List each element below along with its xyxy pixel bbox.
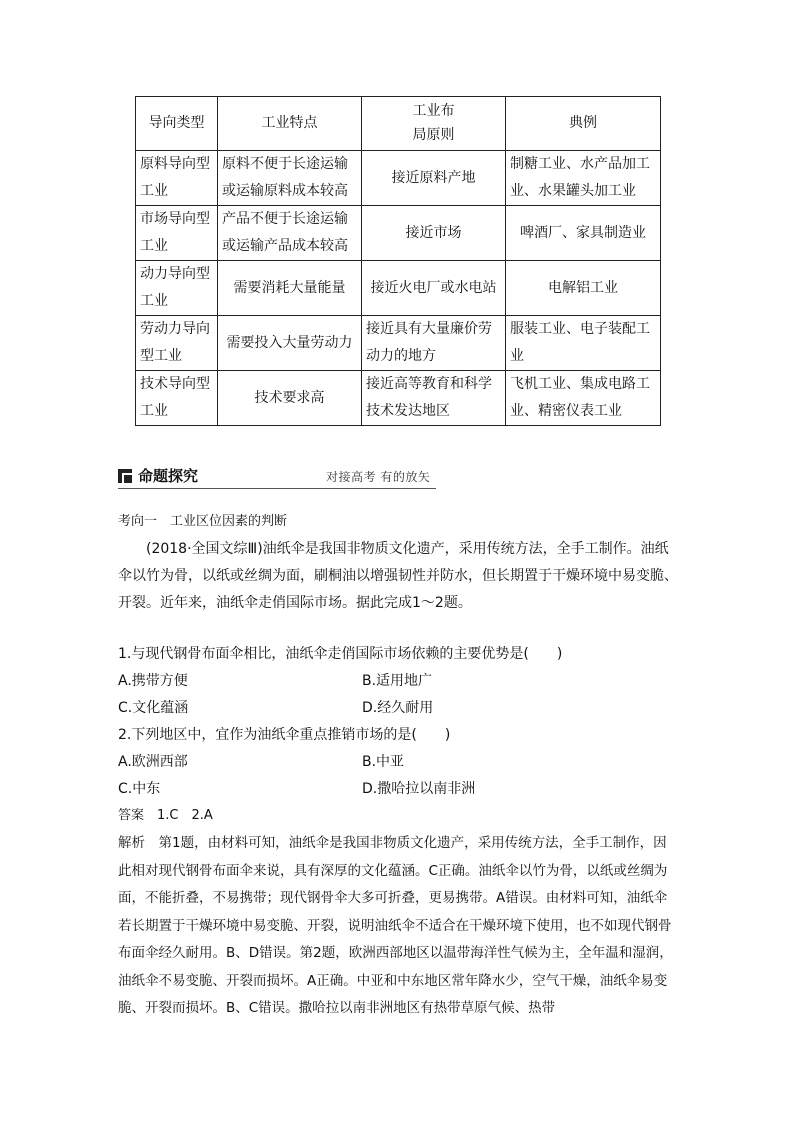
cell-feature: 需要消耗大量能量: [218, 261, 362, 316]
table-row: [136, 151, 661, 206]
header-type: 导向类型: [136, 97, 218, 151]
cell-feature: 原料不便于长途运输或运输原料成本较高: [218, 151, 362, 206]
cell-principle: 接近具有大量廉价劳动力的地方: [362, 316, 506, 371]
section-marker-icon: [118, 469, 132, 483]
cell-principle: 接近市场: [362, 206, 506, 261]
cell-example: 电解铝工业: [506, 261, 661, 316]
cell-type: 动力导向型工业: [136, 261, 218, 316]
q1-option-d: D.经久耐用: [362, 700, 434, 716]
q1-option-a: A.携带方便: [118, 673, 188, 689]
cell-example: 啤酒厂、家具制造业: [506, 206, 661, 261]
cell-type: 原料导向型工业: [136, 151, 218, 206]
q2-option-b: B.中亚: [362, 754, 405, 770]
section-title: 命题探究: [138, 467, 199, 485]
header-example: 典例: [506, 97, 661, 151]
analysis-paragraph: 解析 第1题，由材料可知，油纸伞是我国非物质文化遗产，采用传统方法，全手工制作，因此相对现代钢骨布面伞来说，具有深厚的文化蕴涵。C正确。油纸伞以竹为骨，以纸或丝绸为面，不能折叠，不易携带；现代钢骨伞大多可折叠，更易携带。A错误。由材料可知，油纸伞若长期置于干燥环境中易变脆、开裂，说明油纸伞不适合在干燥环境下使用，也不如现代钢骨布面伞经久耐用。B、D错误。第2题，欧洲西部地区以温带海洋性气候为主，全年温和湿润，油纸伞不易变脆、开裂而损坏。A正确。中亚和中东地区常年降水少，空气干燥，油纸伞易变脆、开裂而损坏。B、C错误。撒哈拉以南非洲地区有热带草原气候、热带: [118, 835, 673, 1016]
q1-option-b: B.适用地广: [362, 673, 433, 689]
cell-principle: 接近火电厂或水电站: [362, 261, 506, 316]
question-2-stem: 2.下列地区中，宜作为油纸伞重点推销市场的是( ): [118, 727, 451, 743]
cell-feature: 产品不便于长途运输或运输产品成本较高: [218, 206, 362, 261]
header-principle: [362, 97, 506, 151]
table-row: [136, 206, 661, 261]
section-header: [118, 466, 436, 490]
q2-option-a: A.欧洲西部: [118, 754, 188, 770]
cell-type: 市场导向型工业: [136, 206, 218, 261]
q2-option-c: C.中东: [118, 781, 161, 797]
cell-principle: 接近原料产地: [362, 151, 506, 206]
answer-line: 答案 1.C 2.A: [118, 808, 213, 823]
cell-example: 服装工业、电子装配工业: [506, 316, 661, 371]
question-1-stem: 1.与现代钢骨布面伞相比，油纸伞走俏国际市场依赖的主要优势是( ): [118, 646, 563, 662]
table-row: [136, 371, 661, 426]
cell-example: 制糖工业、水产品加工业、水果罐头加工业: [506, 151, 661, 206]
intro-paragraph: (2018·全国文综Ⅲ)油纸伞是我国非物质文化遗产，采用传统方法，全手工制作。油纸伞以竹为骨，以纸或丝绸为面，刷桐油以增强韧性并防水，但长期置于干燥环境中易变脆、开裂。近年来，油纸伞走俏国际市场。据此完成1～2题。: [118, 541, 678, 611]
cell-type: 技术导向型工业: [136, 371, 218, 426]
cell-feature: 技术要求高: [218, 371, 362, 426]
table-header-row: [136, 97, 661, 151]
header-feature: 工业特点: [218, 97, 362, 151]
table-row: [136, 316, 661, 371]
cell-principle: 接近高等教育和科学技术发达地区: [362, 371, 506, 426]
q2-option-d: D.撒哈拉以南非洲: [362, 781, 476, 797]
header-principle-line1: 工业布: [412, 102, 455, 119]
direction-heading: 考向一 工业区位因素的判断: [118, 514, 288, 529]
cell-feature: 需要投入大量劳动力: [218, 316, 362, 371]
cell-type: 劳动力导向型工业: [136, 316, 218, 371]
industry-orientation-table: [135, 96, 661, 426]
cell-example: 飞机工业、集成电路工业、精密仪表工业: [506, 371, 661, 426]
table-row: [136, 261, 661, 316]
header-principle-line2: 局原则: [412, 126, 455, 143]
section-divider: [118, 488, 436, 489]
q1-option-c: C.文化蕴涵: [118, 700, 189, 716]
section-subtitle: 对接高考 有的放矢: [326, 470, 431, 484]
